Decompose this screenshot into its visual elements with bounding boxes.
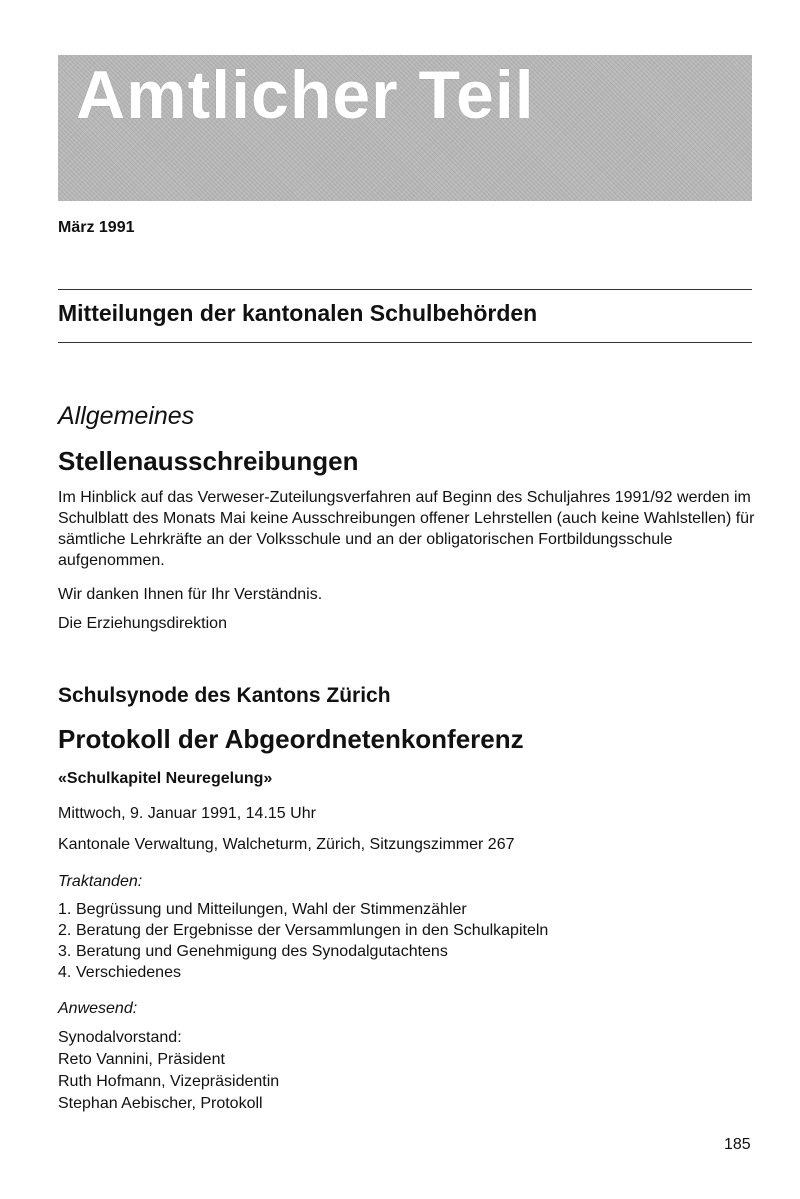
organisation-heading: Schulsynode des Kantons Zürich — [58, 684, 391, 707]
board-label: Synodalvorstand: — [58, 1029, 182, 1046]
article-paragraph: Wir danken Ihnen für Ihr Verständnis. — [58, 586, 323, 603]
category-heading: Allgemeines — [58, 402, 195, 430]
list-item: Stephan Aebischer, Protokoll — [58, 1095, 263, 1112]
attendee-list — [58, 1027, 279, 1115]
bottom-divider — [58, 342, 752, 343]
protocol-subtitle: «Schulkapitel Neuregelung» — [58, 770, 273, 787]
meeting-datetime: Mittwoch, 9. Januar 1991, 14.15 Uhr — [58, 805, 316, 822]
present-heading: Anwesend: — [58, 1000, 138, 1017]
protocol-title: Protokoll der Abgeordnetenkonferenz — [58, 724, 524, 754]
agenda-list — [58, 899, 548, 983]
agenda-heading: Traktanden: — [58, 873, 143, 890]
list-item: 1. Begrüssung und Mitteilungen, Wahl der Stimmenzähler — [58, 901, 467, 918]
list-item: 4. Verschiedenes — [58, 964, 181, 981]
section-title: Mitteilungen der kantonalen Schulbehörden — [58, 300, 538, 326]
issue-date: März 1991 — [58, 219, 135, 236]
list-item: Ruth Hofmann, Vizepräsidentin — [58, 1073, 280, 1090]
article-title: Stellenausschreibungen — [58, 446, 359, 476]
banner-title: Amtlicher Teil — [76, 57, 535, 133]
article-paragraph: Im Hinblick auf das Verweser-Zuteilungsverfahren auf Beginn des Schuljahres 1991/92 werden im Schulblatt des Monats Mai keine Ausschreibungen offener Lehrstellen (auch keine Wahlstellen) für sämtliche Lehrkräfte an der Volksschule und an der obligatorischen Fortbildungsschule aufgenommen. — [58, 489, 755, 569]
list-item: Reto Vannini, Präsident — [58, 1051, 225, 1068]
header-banner — [58, 55, 752, 201]
list-item: 3. Beratung und Genehmigung des Synodalgutachtens — [58, 943, 448, 960]
top-divider — [58, 289, 752, 290]
list-item: 2. Beratung der Ergebnisse der Versammlungen in den Schulkapiteln — [58, 922, 549, 939]
page-number: 185 — [724, 1136, 751, 1153]
meeting-location: Kantonale Verwaltung, Walcheturm, Zürich, Sitzungszimmer 267 — [58, 836, 515, 853]
article-signature: Die Erziehungsdirektion — [58, 615, 227, 632]
